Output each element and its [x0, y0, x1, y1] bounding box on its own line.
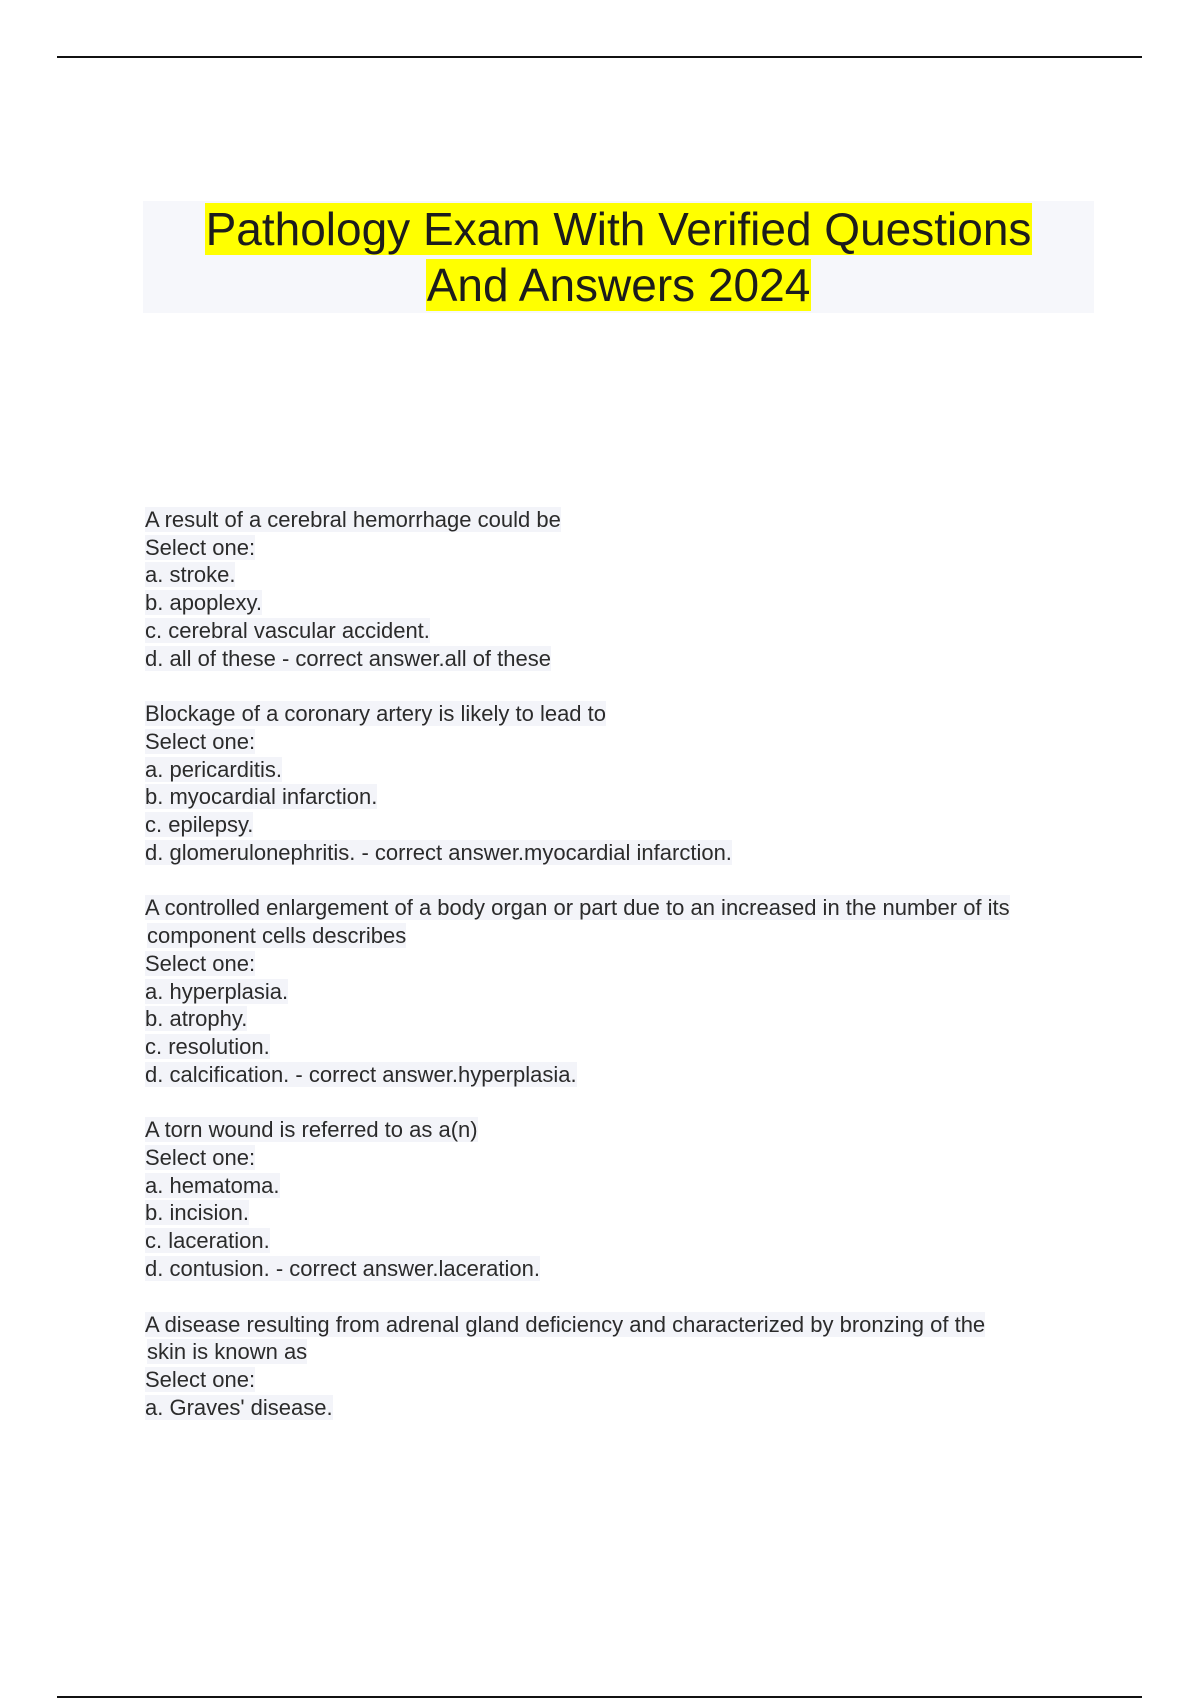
answer-option: a. pericarditis.	[145, 756, 282, 782]
question-item	[145, 700, 1085, 866]
header-rule	[57, 56, 1142, 58]
title-line-1: Pathology Exam With Verified Questions	[205, 203, 1032, 255]
select-prompt: Select one:	[145, 950, 256, 976]
answer-option: b. apoplexy.	[145, 590, 263, 616]
question-stem-continued: skin is known as	[147, 1339, 308, 1365]
question-stem: A torn wound is referred to as a(n)	[145, 1117, 478, 1143]
answer-option: a. hyperplasia.	[145, 978, 289, 1004]
answer-option: c. epilepsy.	[145, 812, 254, 838]
question-item	[145, 1311, 1085, 1422]
answer-option: b. atrophy.	[145, 1006, 248, 1032]
select-prompt: Select one:	[145, 728, 256, 754]
answer-option: a. hematoma.	[145, 1172, 280, 1198]
answer-option: a. Graves' disease.	[145, 1394, 333, 1420]
answer-option: a. stroke.	[145, 562, 236, 588]
question-item	[145, 506, 1085, 672]
answer-option: c. laceration.	[145, 1228, 270, 1254]
question-stem: A disease resulting from adrenal gland deficiency and characterized by bronzing of the	[145, 1311, 986, 1337]
question-stem: A result of a cerebral hemorrhage could be	[145, 507, 561, 532]
footer-rule	[57, 1696, 1142, 1698]
answer-option-with-correct-answer: d. contusion. - correct answer.laceration.	[145, 1255, 540, 1281]
answer-option: c. resolution.	[145, 1033, 270, 1059]
question-item	[145, 1116, 1085, 1282]
select-prompt: Select one:	[145, 534, 256, 560]
answer-option-with-correct-answer: d. calcification. - correct answer.hyperplasia.	[145, 1061, 577, 1087]
answer-option: c. cerebral vascular accident.	[145, 617, 430, 643]
question-list	[145, 506, 1085, 1449]
document-title	[143, 201, 1094, 313]
answer-option-with-correct-answer: d. glomerulonephritis. - correct answer.myocardial infarction.	[145, 839, 732, 865]
answer-option-with-correct-answer: d. all of these - correct answer.all of these	[145, 645, 551, 671]
answer-option: b. myocardial infarction.	[145, 784, 378, 810]
question-stem: Blockage of a coronary artery is likely to lead to	[145, 701, 607, 727]
question-item	[145, 894, 1085, 1088]
title-line-2: And Answers 2024	[426, 259, 811, 311]
question-stem: A controlled enlargement of a body organ or part due to an increased in the number of its	[145, 895, 1010, 921]
question-stem-continued: component cells describes	[147, 923, 407, 949]
select-prompt: Select one:	[145, 1366, 256, 1392]
answer-option: b. incision.	[145, 1200, 249, 1226]
select-prompt: Select one:	[145, 1145, 256, 1171]
